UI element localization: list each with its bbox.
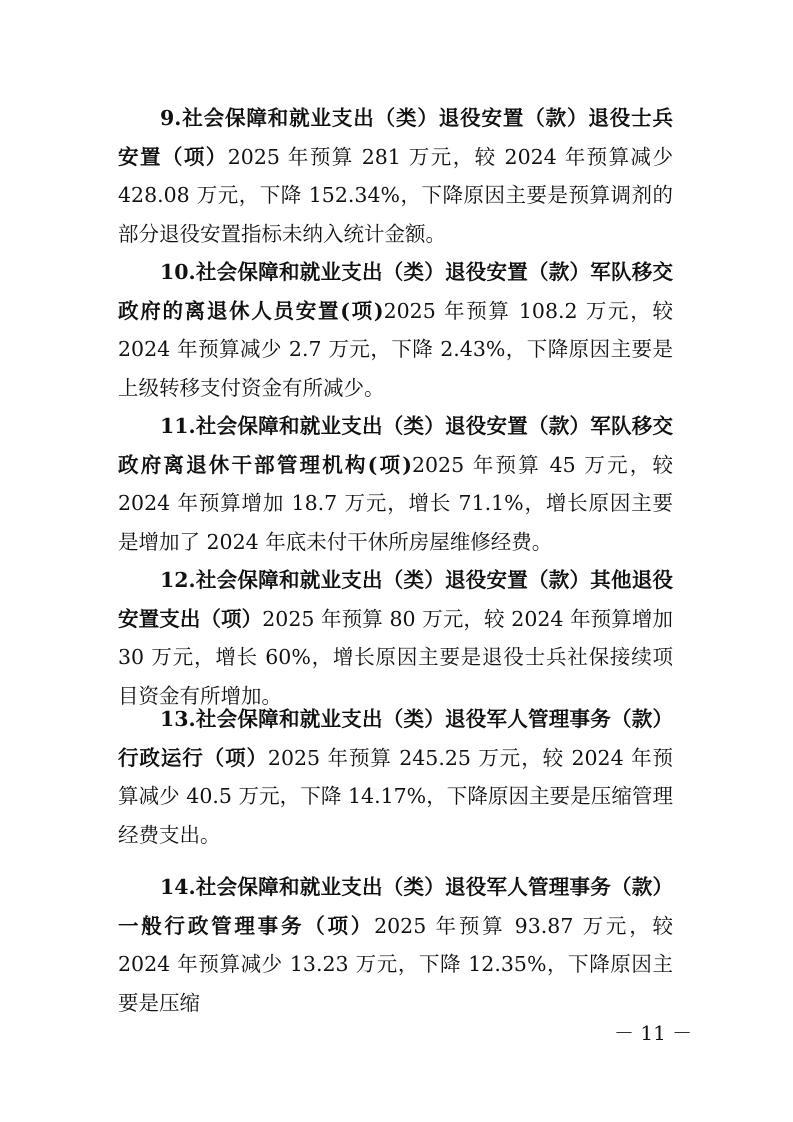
item-body: 2025 年预算 45 万元，较 2024 年预算增加 18.7 万元，增长 71.1%，增长原因主要是增加了 2024 年底未付干休所房屋维修经费。: [118, 452, 673, 554]
item-heading: 社会保障和就业支出（类）退役安置（款）退役士兵安置（项）: [118, 106, 673, 169]
item-number: 12.: [160, 568, 196, 592]
paragraph-item-14: [118, 868, 673, 1022]
item-body: 2025 年预算 80 万元，较 2024 年预算增加 30 万元，增长 60%，增长原因主要是退役士兵社保接续项目资金有所增加。: [118, 606, 674, 708]
item-heading: 社会保障和就业支出（类）退役军人管理事务（款）行政运行（项）: [118, 707, 673, 770]
item-body: 2025 年预算 245.25 万元，较 2024 年预算减少 40.5 万元，下降 14.17%，下降原因主要是压缩管理经费支出。: [118, 745, 673, 847]
item-number: 9.: [160, 106, 182, 130]
item-number: 11.: [160, 414, 196, 438]
page-number: － 11 －: [614, 1021, 693, 1045]
item-body: 2025 年预算 93.87 万元，较 2024 年预算减少 13.23 万元，下降 12.35%，下降原因主要是压缩: [118, 913, 673, 1015]
item-number: 13.: [160, 707, 196, 731]
paragraph-item-12: [118, 561, 673, 715]
paragraph-item-11: [118, 407, 673, 561]
item-heading: 社会保障和就业支出（类）退役安置（款）军队移交政府的离退休人员安置(项): [118, 260, 673, 323]
paragraph-item-9: [118, 99, 673, 253]
item-body: 2025 年预算 108.2 万元，较 2024 年预算减少 2.7 万元，下降 2.43%，下降原因主要是上级转移支付资金有所减少。: [118, 298, 673, 400]
paragraph-item-10: [118, 253, 673, 407]
item-body: 2025 年预算 281 万元，较 2024 年预算减少 428.08 万元，下降 152.34%，下降原因主要是预算调剂的部分退役安置指标未纳入统计金额。: [118, 144, 673, 246]
item-number: 10.: [160, 260, 196, 284]
item-number: 14.: [160, 875, 196, 899]
item-heading: 社会保障和就业支出（类）退役安置（款）其他退役安置支出（项）: [118, 568, 673, 631]
item-heading: 社会保障和就业支出（类）退役军人管理事务（款）一般行政管理事务（项）: [118, 875, 673, 938]
item-heading: 社会保障和就业支出（类）退役安置（款）军队移交政府离退休干部管理机构(项): [118, 414, 673, 477]
paragraph-item-13: [118, 700, 673, 854]
